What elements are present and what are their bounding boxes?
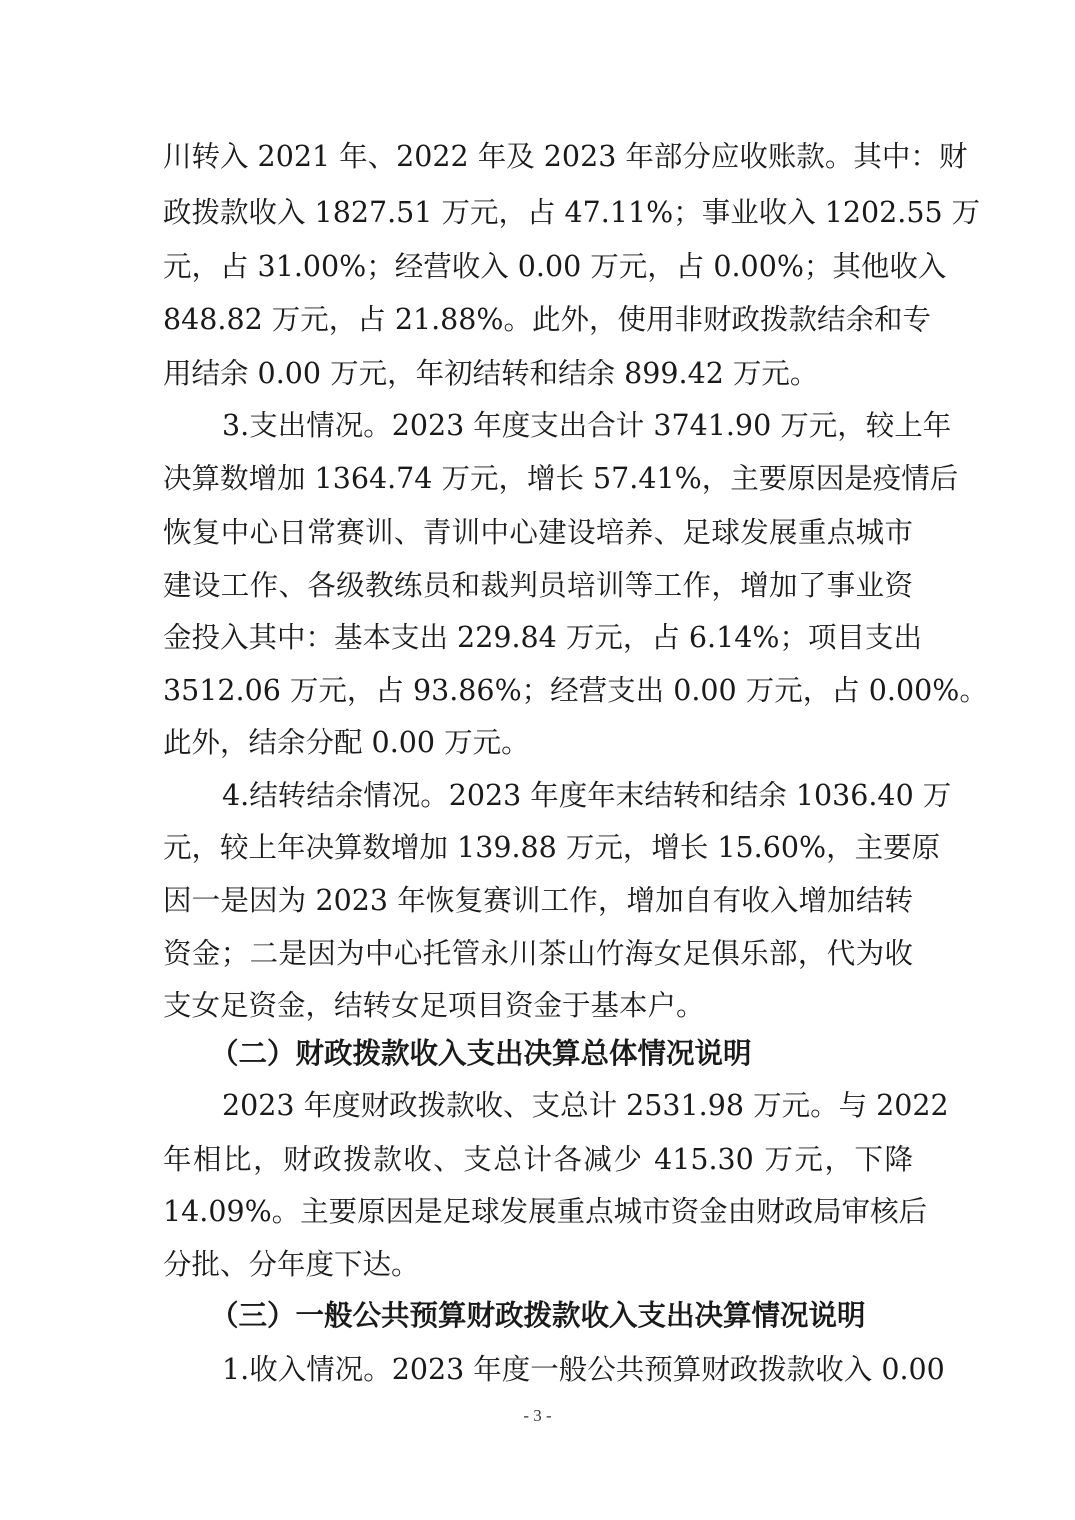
text-line: 因一是因为 2023 年恢复赛训工作，增加自有收入增加结转 [163,884,913,917]
section-heading-2: （二）财政拨款收入支出决算总体情况说明 [210,1036,752,1070]
text-line: 14.09%。主要原因是足球发展重点城市资金由财政局审核后 [163,1195,928,1228]
text-line: 元，占 31.00%；经营收入 0.00 万元，占 0.00%；其他收入 [163,250,947,283]
text-line: 1.收入情况。2023 年度一般公共预算财政拨款收入 0.00 [222,1353,945,1386]
section-heading-3: （三）一般公共预算财政拨款收入支出决算情况说明 [210,1298,866,1332]
text-line: 资金；二是因为中心托管永川茶山竹海女足俱乐部，代为收 [163,937,913,970]
text-line: 政拨款收入 1827.51 万元，占 47.11%；事业收入 1202.55 万 [163,196,981,229]
text-line: 848.82 万元，占 21.88%。此外，使用非财政拨款结余和专 [163,303,932,336]
text-line: 3512.06 万元，占 93.86%；经营支出 0.00 万元，占 0.00%。 [163,674,988,707]
text-line: 元，较上年决算数增加 139.88 万元，增长 15.60%，主要原 [163,831,941,864]
text-line: 年相比，财政拨款收、支总计各减少 415.30 万元，下降 [163,1143,913,1176]
page-number: - 3 - [523,1406,552,1425]
text-line: 支女足资金，结转女足项目资金于基本户。 [163,989,705,1022]
text-line: 此外，结余分配 0.00 万元。 [163,726,530,759]
text-line: 用结余 0.00 万元，年初结转和结余 899.42 万元。 [163,357,819,390]
text-line: 决算数增加 1364.74 万元，增长 57.41%，主要原因是疫情后 [163,462,959,495]
text-line: 恢复中心日常赛训、青训中心建设培养、足球发展重点城市 [163,516,913,549]
text-line: 分批、分年度下达。 [163,1248,420,1281]
text-line: 金投入其中：基本支出 229.84 万元，占 6.14%；项目支出 [163,621,922,654]
text-line: 建设工作、各级教练员和裁判员培训等工作，增加了事业资 [163,569,913,602]
text-line: 川转入 2021 年、2022 年及 2023 年部分应收账款。其中：财 [163,140,968,173]
text-line: 3.支出情况。2023 年度支出合计 3741.90 万元，较上年 [222,409,952,442]
text-line: 2023 年度财政拨款收、支总计 2531.98 万元。与 2022 [222,1089,949,1122]
text-line: 4.结转结余情况。2023 年度年末结转和结余 1036.40 万 [222,779,952,812]
